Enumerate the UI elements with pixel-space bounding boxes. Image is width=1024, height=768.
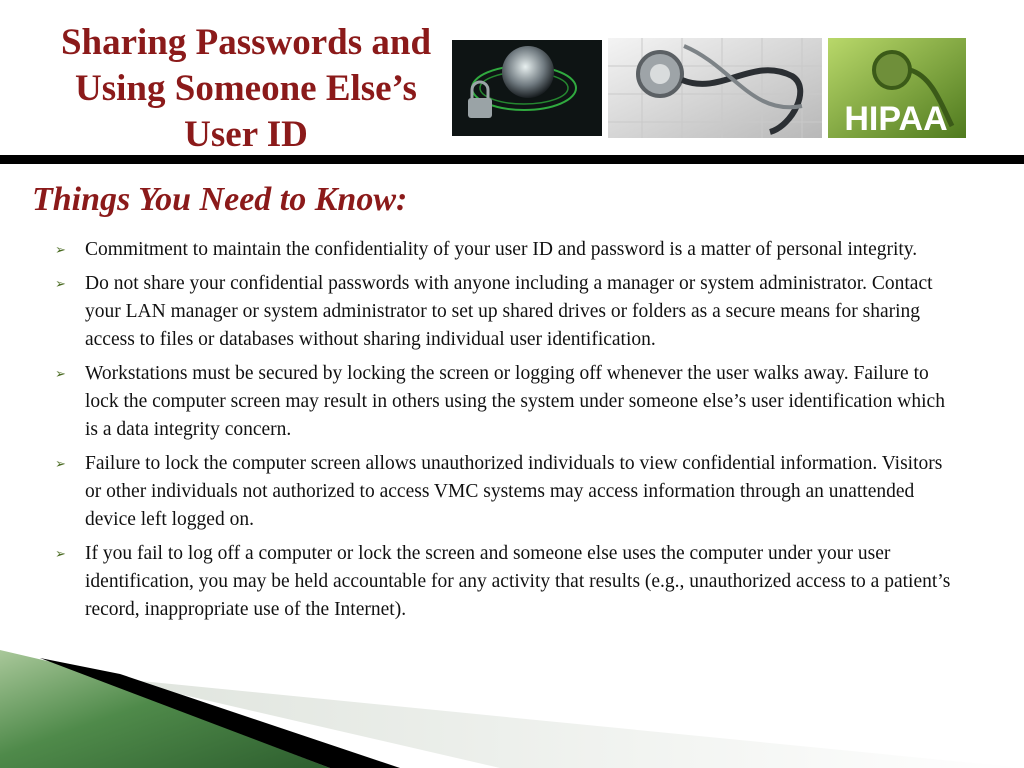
- corner-decoration: [0, 640, 1024, 768]
- padlock-icon: [468, 98, 492, 118]
- bullet-item: [52, 270, 957, 354]
- bullet-item: [52, 450, 957, 534]
- decor-light-stripe: [110, 678, 1024, 768]
- decor-black-stripe: [40, 658, 400, 768]
- arrow-bullet-icon: ➢: [55, 277, 66, 292]
- arrow-bullet-icon: ➢: [55, 457, 66, 472]
- arrow-bullet-icon: ➢: [55, 243, 66, 258]
- globe-icon: [502, 46, 554, 98]
- hipaa-banner-image: [452, 36, 966, 140]
- keyboard-panel: [608, 38, 822, 138]
- bullet-text: Failure to lock the computer screen allows unauthorized individuals to view confidential information. Visitors or other individuals not authorized to access VMC systems may access information through an unattended device left logged on.: [85, 453, 943, 530]
- bullet-text: Do not share your confidential passwords with anyone including a manager or system administrator. Contact your LAN manager or system administrator to set up shared drives or folders as a secure means for sharing access to files or databases without sharing individual user identification.: [85, 273, 933, 350]
- bullet-text: Commitment to maintain the confidentiality of your user ID and password is a matter of personal integrity.: [85, 239, 918, 260]
- banner-collage: [452, 36, 966, 140]
- bullet-list: [52, 236, 957, 630]
- arrow-bullet-icon: ➢: [55, 547, 66, 562]
- slide-title: [18, 20, 474, 158]
- bullet-item: [52, 236, 957, 264]
- bullet-text: If you fail to log off a computer or lock the screen and someone else uses the computer under your user identification, you may be held accountable for any activity that results (e.g., unauthorized access to a patient’s record, inappropriate use of the Internet).: [85, 543, 951, 620]
- title-line: Using Someone Else’s: [75, 68, 417, 109]
- title-line: User ID: [184, 114, 308, 155]
- hipaa-label: HIPAA: [844, 100, 948, 138]
- decor-green-wedge: [0, 650, 330, 768]
- title-line: Sharing Passwords and: [60, 22, 432, 63]
- arrow-bullet-icon: ➢: [55, 367, 66, 382]
- section-heading: Things You Need to Know:: [32, 181, 408, 218]
- bullet-item: [52, 360, 957, 444]
- bullet-item: [52, 540, 957, 624]
- header-rule: [0, 155, 1024, 164]
- bullet-text: Workstations must be secured by locking the screen or logging off whenever the user walks away. Failure to lock the computer screen may result in others using the system under someone else’s user identification which is a data integrity concern.: [85, 363, 945, 440]
